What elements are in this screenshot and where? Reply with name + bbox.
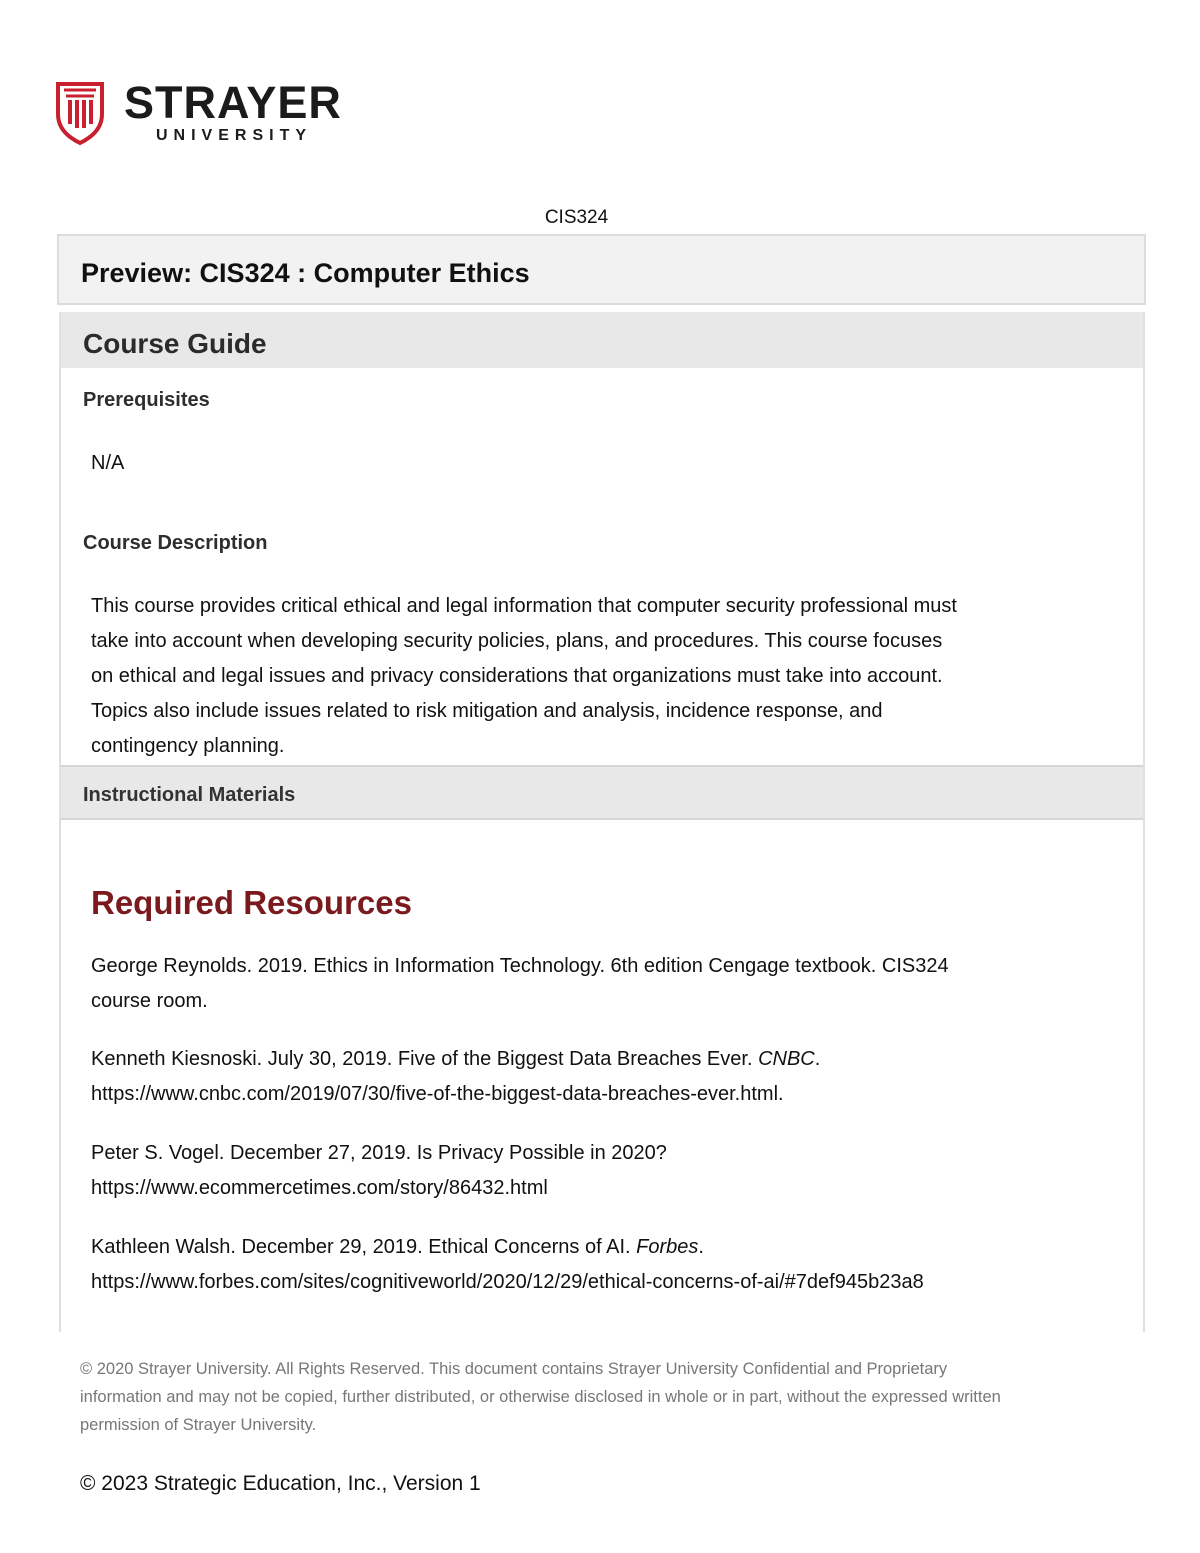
resource-url: https://www.forbes.com/sites/cognitiveworld/2020/12/29/ethical-concerns-of-ai/#7def945b23a8: [91, 1271, 924, 1293]
publication-name: CNBC: [758, 1048, 815, 1070]
citation-text: Kenneth Kiesnoski. July 30, 2019. Five of the Biggest Data Breaches Ever.: [91, 1048, 759, 1070]
resource-item: [91, 1136, 1121, 1206]
logo-name: STRAYER: [124, 77, 342, 128]
preview-title: Preview: CIS324 : Computer Ethics: [81, 258, 530, 288]
course-guide-panel: [59, 312, 1145, 1332]
description-line: Topics also include issues related to risk mitigation and analysis, incidence response, and: [91, 700, 883, 722]
description-line: on ethical and legal issues and privacy considerations that organizations must take into account.: [91, 665, 943, 687]
resource-citation: [91, 1042, 1121, 1077]
description-line: take into account when developing security policies, plans, and procedures. This course focuses: [91, 630, 943, 652]
resource-citation: Peter S. Vogel. December 27, 2019. Is Privacy Possible in 2020?: [91, 1142, 667, 1164]
notice-line: information and may not be copied, further distributed, or otherwise disclosed in whole or in part, without the expressed written: [80, 1388, 1001, 1406]
resource-citation: George Reynolds. 2019. Ethics in Information Technology. 6th edition Cengage textbook. CIS324: [91, 955, 949, 977]
preview-header: [57, 234, 1146, 305]
instructional-materials-heading: Instructional Materials: [83, 784, 296, 806]
citation-punct: .: [698, 1236, 704, 1258]
course-description-heading: Course Description: [83, 532, 268, 554]
resource-citation-cont: course room.: [91, 990, 208, 1012]
course-guide-header: [61, 312, 1143, 368]
resource-url: https://www.ecommercetimes.com/story/86432.html: [91, 1177, 548, 1199]
citation-text: Kathleen Walsh. December 29, 2019. Ethical Concerns of AI.: [91, 1236, 637, 1258]
course-description: [91, 589, 1131, 764]
prerequisites-value: N/A: [91, 452, 125, 474]
resource-citation: [91, 1230, 1121, 1265]
description-line: This course provides critical ethical and legal information that computer security professional must: [91, 595, 957, 617]
required-resources-heading: Required Resources: [91, 884, 412, 921]
publication-name: Forbes: [636, 1236, 699, 1258]
copyright-version: © 2023 Strategic Education, Inc., Version 1: [80, 1472, 481, 1495]
strayer-logo: [54, 77, 374, 150]
citation-punct: .: [814, 1048, 821, 1070]
resource-url: https://www.cnbc.com/2019/07/30/five-of-the-biggest-data-breaches-ever.html.: [91, 1083, 784, 1105]
prerequisites-heading: Prerequisites: [83, 389, 210, 411]
confidentiality-notice: [80, 1355, 1140, 1439]
logo-subtitle: UNIVERSITY: [156, 127, 313, 144]
notice-line: © 2020 Strayer University. All Rights Reserved. This document contains Strayer University Confidential and Proprietary: [80, 1360, 948, 1378]
notice-line: permission of Strayer University.: [80, 1416, 317, 1434]
strayer-shield-icon: [54, 80, 106, 146]
course-guide-title: Course Guide: [83, 328, 267, 359]
resource-item: [91, 1230, 1121, 1300]
resource-item: [91, 1042, 1121, 1112]
description-line: contingency planning.: [91, 735, 285, 757]
instructional-materials-bar: [61, 765, 1143, 820]
resource-item: [91, 949, 1121, 1019]
course-code: CIS324: [544, 207, 609, 228]
